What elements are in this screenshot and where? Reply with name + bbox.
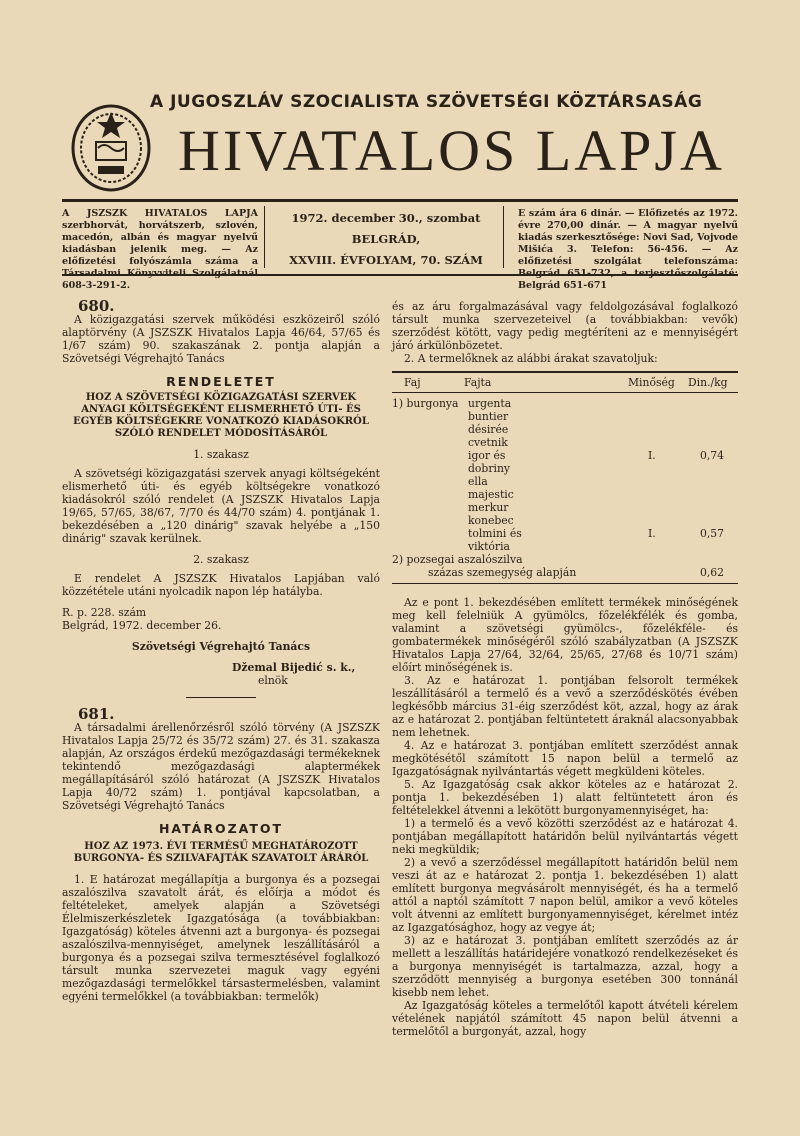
point-1-continuation: és az áru forgalmazásával vagy feldolgozásával foglalkozó társult munka szervezeteivel (a továbbiakban: vevők) szerződést kötött, vagy pedig megtéríteni az e mennyiségért járó árkülönbözetet.: [392, 300, 738, 352]
col-header-faj: Faj: [404, 376, 421, 389]
signing-date: Belgrád, 1972. december 26.: [62, 619, 222, 632]
row-2-label: 2) pozsegai aszalószilva: [392, 553, 523, 566]
council-name: Szövetségi Végrehajtó Tanács: [131, 640, 311, 653]
header-divider-left: [264, 206, 265, 268]
right-column: [392, 300, 738, 1038]
row-1-quality-a: I.: [648, 449, 656, 462]
point-5-closing: Az Igazgatóság köteles a termelőtől kapott átvételi kérelem vételének napjától számított 45 napon belül átvenni a termelőtől a burgonyát, azzal, hogy: [392, 999, 738, 1038]
article-681-title: HOZ AZ 1973. ÉVI TERMÉSŰ MEGHATÁROZOTT BURGONYA- ÉS SZILVAFAJTÁK SZAVATOLT ÁRÁRÓL: [73, 841, 369, 864]
reference-number: R. p. 228. szám: [62, 606, 147, 619]
section-2-text: E rendelet A JSZSZK Hivatalos Lapjában való közzététele utáni nyolcadik napon lép hatályba.: [62, 572, 380, 598]
row-1-varieties: urgenta buntier désirée cvetnik igor és dobriny ella majestic merkur konebec tolmini és viktória: [468, 397, 522, 553]
header-issue-block: [270, 208, 502, 271]
section-2-label: 2. szakasz: [193, 553, 249, 566]
signer-name: Džemal Bijedić s. k.,: [232, 661, 356, 674]
point-5-condition-3: 3) az e határozat 3. pontjában említett szerződés az ár mellett a leszállítás határidejére vonatkozó rendelkezéseket és a burgonya mennyiségét is tartalmazza, azzal, hogy a szerződött mennyiség a burgonya esetében 300 tonnánál kisebb nem lehet.: [392, 934, 738, 999]
article-680-title: HOZ A SZÖVETSÉGI KÖZIGAZGATÁSI SZERVEK ANYAGI KÖLTSÉGEKÉNT ELISMERHETŐ ÚTI- ÉS EGYÉB KÖLTSÉGEKRE VONATKOZÓ KIADÁSOKRÓL SZÓLÓ RENDELET MÓDOSÍTÁSÁRÓL: [73, 392, 369, 439]
price-table: [392, 373, 738, 579]
point-5-text: 5. Az Igazgatóság csak akkor köteles az e határozat 2. pontja 1. bekezdésében 1) alatt feltüntetett áron és feltételekkel átvenni a lekötött burgonyamennyiséget, ha:: [392, 778, 738, 817]
article-separator: [186, 697, 256, 698]
row-1-quality-b: I.: [648, 527, 656, 540]
point-2-quality-text: Az e pont 1. bekezdésében említett termékek minőségének meg kell felelniük A gyümölcs, főzelékfélék és gomba, valamint a szövetségi gyümölcs-, főzelékféle- és gombatermékek minőségéről szóló szabályzatban (A JSZSZK Hivatalos Lapja 27/64, 32/64, 25/65, 27/68 és 10/71 szám) előírt minőségének is.: [392, 596, 738, 674]
point-5-condition-2: 2) a vevő a szerződéssel megállapított határidőn belül nem veszi át az e határozat 2. pontja 1. bekezdésében 1) alatt említett burgonya megvásárolt mennyiségét, és ha a termelő attól a naptól számított 7 napon belül, amikor a vevő köteles volt átvenni az említett burgonyamennyiséget, kérelmet intéz az Igazgatósághoz, hogy az vegye át;: [392, 856, 738, 934]
row-2-price: 0,62: [700, 566, 725, 579]
table-rule-bottom: [392, 583, 738, 584]
article-681-type: HATÁROZATOT: [158, 821, 284, 836]
article-681-point-1: 1. E határozat megállapítja a burgonya és a pozsegai aszalószilva szavatolt árát, és előírja a módot és feltételeket, amelyek alapján a Szövetségi Élelmiszerkészletek Igazgatósága (a továbbiakban: Igazgatóság) köteles átvenni azt a burgonya- és pozsegai aszalószilva-mennyiséget, amelynek leszállításáról a burgonya és a pozsegai szilva termesztésével foglalkozó társult munka szervezetei maguk vagy egyéni mezőgazdasági termelőkkel társastermelésben, valamint egyéni termelőkkel (a továbbiakban: termelők): [62, 873, 380, 1003]
col-header-din: Din./kg: [688, 376, 728, 389]
row-1-price-b: 0,57: [700, 527, 725, 540]
article-681-intro: A társadalmi árellenőrzésről szóló törvény (A JSZSZK Hivatalos Lapja 25/72 és 35/72 szám) 27. és 31. szakasza alapján, Az országos érdekű mezőgazdasági termékeknek tekintendő mezőgazdasági alaptermékek megállapításáról szóló határozat (A JSZSZK Hivatalos Lapja 40/72 szám) 1. pontjával kapcsolatban, a Szövetségi Végrehajtó Tanács: [62, 721, 380, 812]
left-column: [62, 297, 380, 1003]
issue-number: XXVIII. ÉVFOLYAM, 70. SZÁM: [289, 253, 483, 267]
signer-role: elnök: [258, 674, 288, 687]
row-1-price-a: 0,74: [700, 449, 725, 462]
row-1-label: 1) burgonya: [392, 397, 459, 410]
coat-of-arms-emblem: [68, 98, 154, 194]
point-5-condition-1: 1) a termelő és a vevő közötti szerződést az e határozat 4. pontjában megállapított határidőn belül nyilvántartás végett neki megküldik;: [392, 817, 738, 856]
table-rule-header: [392, 392, 738, 393]
header-rule-top: [62, 199, 738, 202]
table-row: [392, 553, 738, 579]
article-680-number: 680.: [78, 297, 115, 315]
col-header-fajta: Fajta: [464, 376, 492, 389]
table-rule-top: [392, 371, 738, 373]
header-subscription-info: A JSZSZK HIVATALOS LAPJA szerbhorvát, horvátszerb, szlovén, macedón, albán és magyar nyelvű kiadásban jelenik meg. — Az előfizetési folyószámla száma a Társadalmi Könyvviteli Szolgálatnál 608-3-291-2.: [62, 208, 258, 291]
table-header-row: [392, 373, 738, 392]
point-4-text: 4. Az e határozat 3. pontjában említett szerződést annak megkötésétől számított 15 napon belül a termelő az Igazgatóságnak nyilvántartás végett megküldeni köteles.: [392, 739, 738, 778]
point-2-intro: 2. A termelőknek az alábbi árakat szavatoljuk:: [404, 352, 658, 365]
header-divider-right: [503, 206, 504, 268]
article-680-type: RENDELETET: [166, 374, 276, 389]
section-1-label: 1. szakasz: [193, 448, 249, 461]
issue-place: BELGRÁD,: [351, 232, 421, 246]
table-row: [392, 397, 738, 553]
article-680-intro: A közigazgatási szervek működési eszközeiről szóló alaptörvény (A JSZSZK Hivatalos Lapja 46/64, 57/65 és 1/67 szám) 90. szakaszának 2. pontja alapján a Szövetségi Végrehajtó Tanács: [62, 313, 380, 365]
section-1-text: A szövetségi közigazgatási szervek anyagi költségeként elismerhető úti- és egyéb költségekre vonatkozó kiadásokról szóló rendelet (A JSZSZK Hivatalos Lapja 19/65, 57/65, 38/67, 7/70 és 44/70 szám) 4. pontjának 1. bekezdésében a „120 dinárig" szavak helyébe a „150 dinárig" szavak kerülnek.: [62, 467, 380, 545]
article-681-number: 681.: [78, 705, 115, 723]
masthead-title: HIVATALOS LAPJA: [178, 118, 725, 183]
point-3-text: 3. Az e határozat 1. pontjában felsorolt termékek leszállításáról a termelő és a vevő a szerződéskötés évében legkésőbb március 31-éig szerződést köt, azzal, hogy az árak az e határozat 2. pontjában feltüntetett áraknál alacsonyabbak nem lehetnek.: [392, 674, 738, 739]
row-2-description: százas szemegység alapján: [428, 566, 577, 579]
issue-date: 1972. december 30., szombat: [291, 211, 481, 225]
col-header-minoseg: Minőség: [628, 376, 675, 389]
masthead-top-line: A JUGOSZLÁV SZOCIALISTA SZÖVETSÉGI KÖZTÁRSASÁG: [150, 92, 703, 112]
header-price-info: E szám ára 6 dinár. — Előfizetés az 1972. évre 270,00 dinár. — A magyar nyelvű kiadás szerkesztősége: Novi Sad, Vojvode Mišića 3. Telefon: 56-456. — Az előfizetési szolgálat telefonszáma: Belgrád 651-732, a terjesztőszolgálaté: Belgrád 651-671: [518, 208, 738, 291]
